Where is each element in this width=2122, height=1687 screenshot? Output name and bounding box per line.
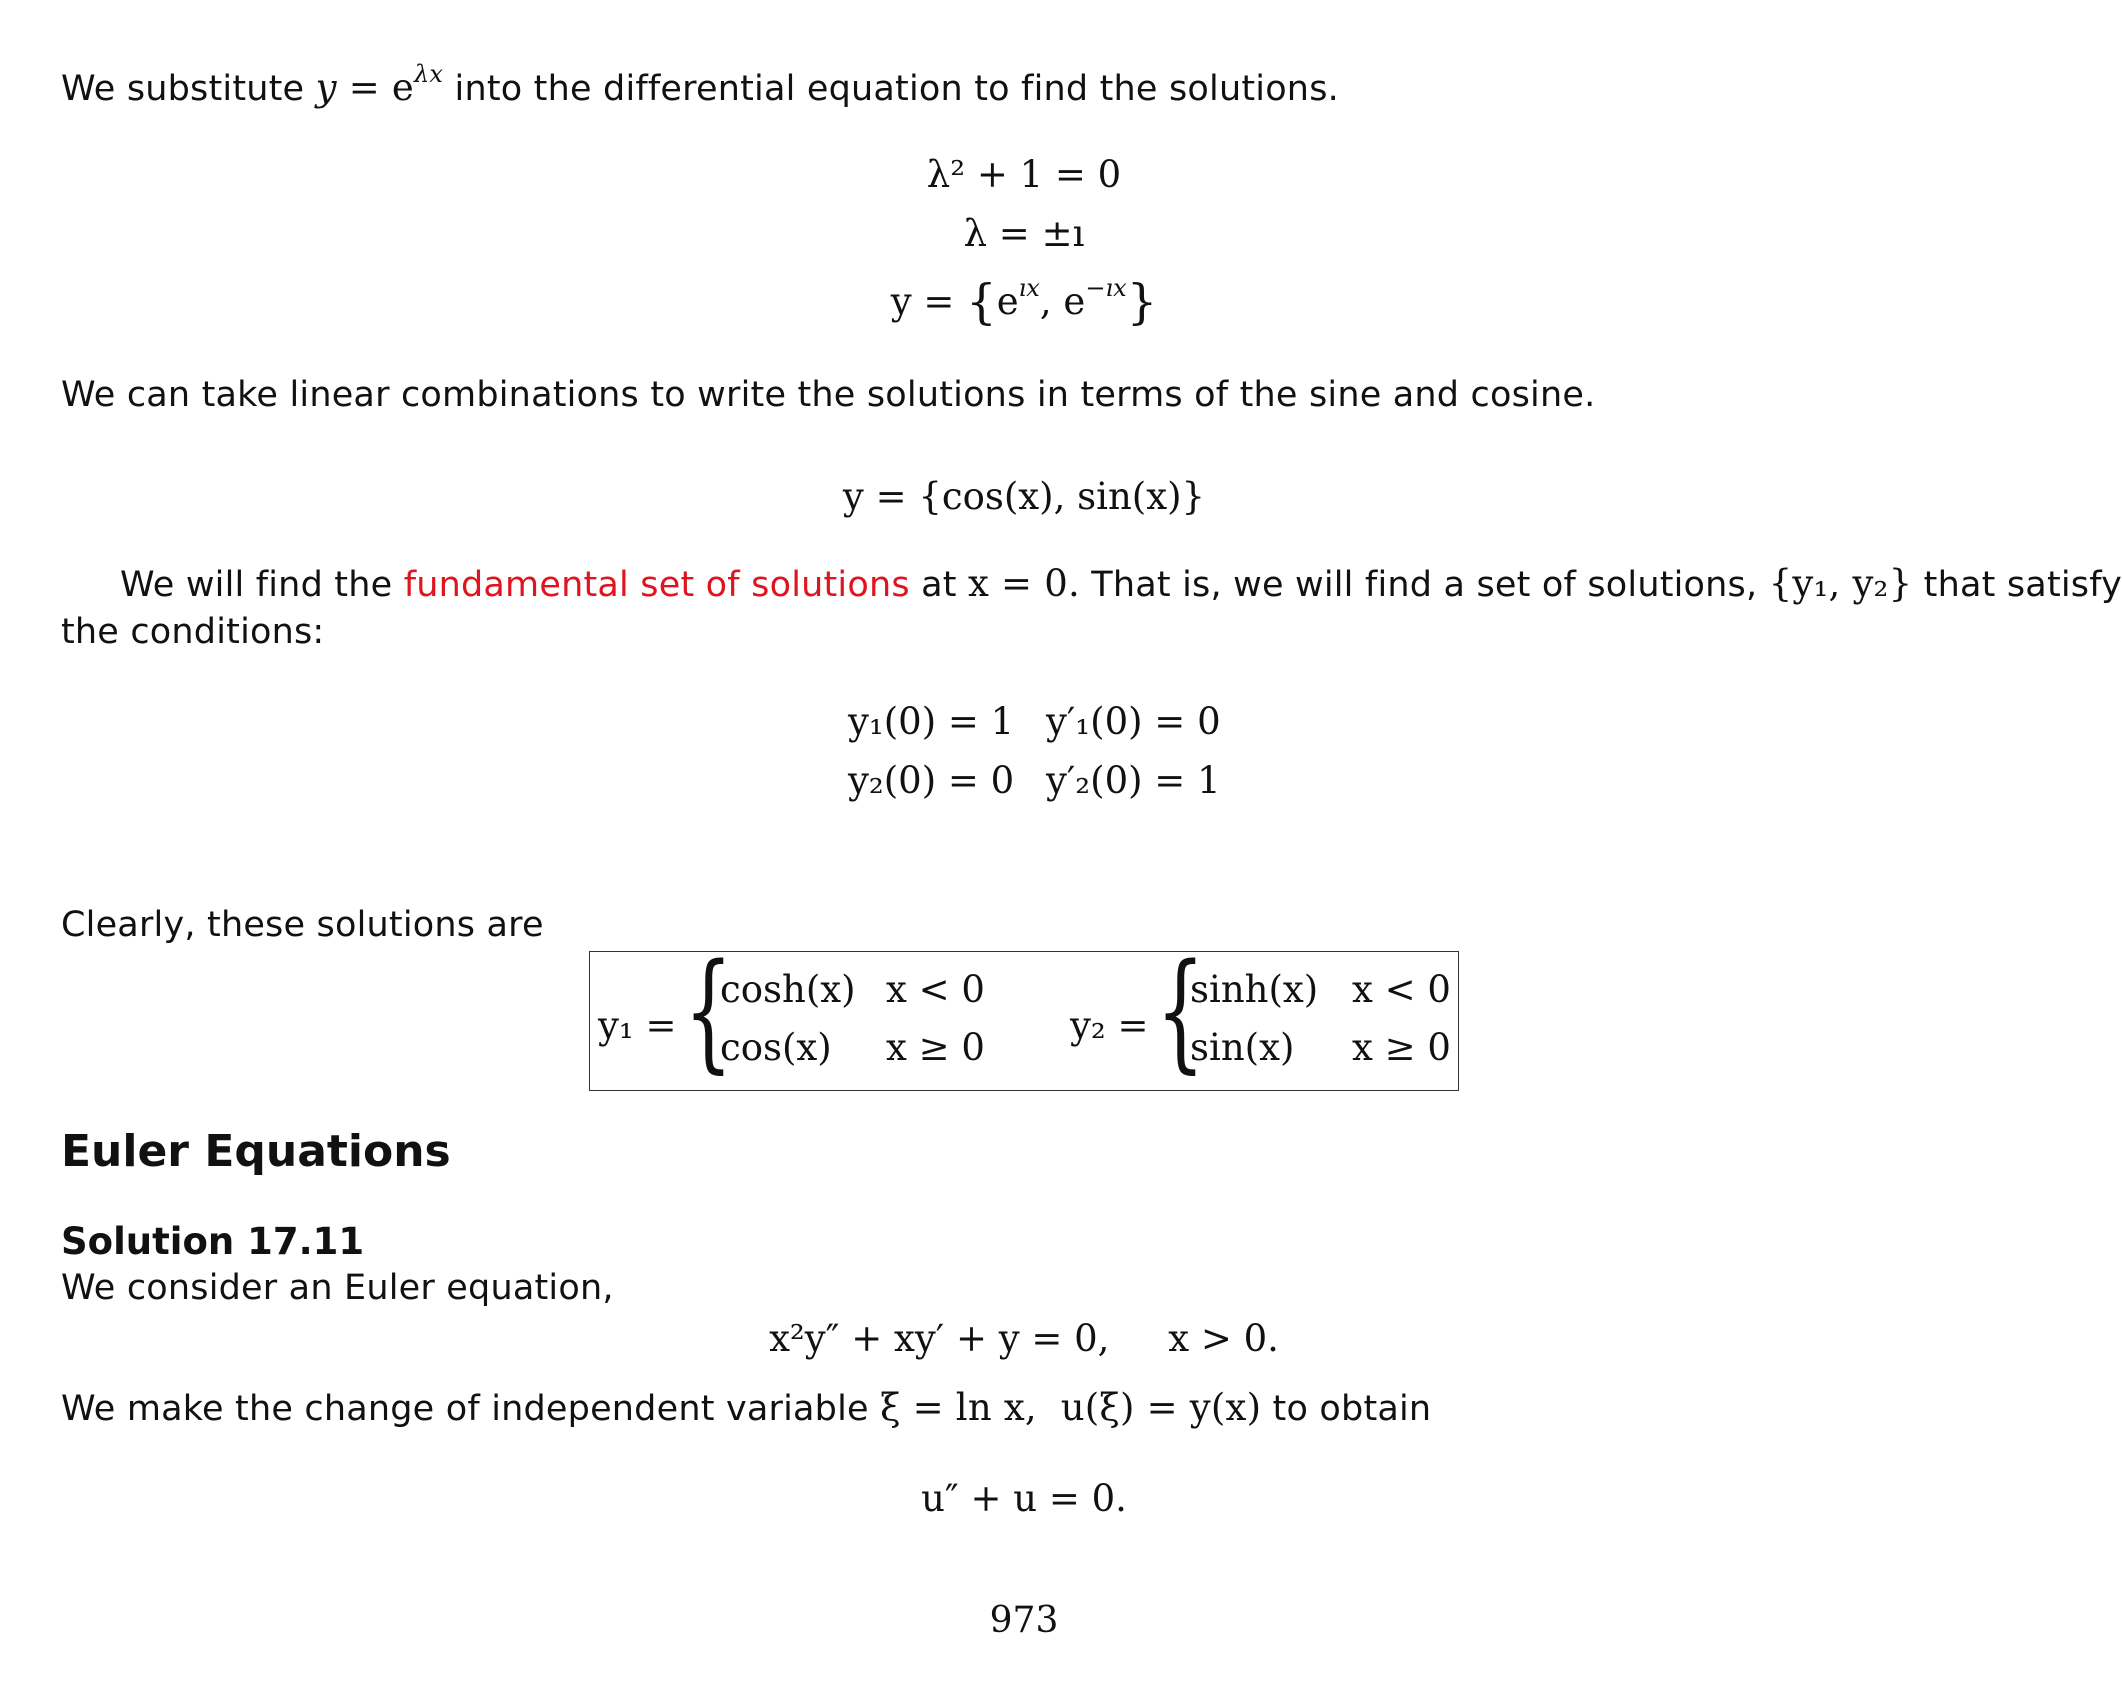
y1-label: y₁ = [598,1004,677,1047]
paragraph-conditions-line: the conditions: [61,612,325,652]
y1-cond-neg: x < 0 [886,968,985,1011]
boxed-solutions [589,937,1459,1091]
paragraph-fundamental-set: We will find the fundamental set of solutions at x = 0. That is, we will find a set of solutions, {y₁, y₂} that satisfy [120,562,2122,605]
fundamental-set-link[interactable]: fundamental set of solutions [403,565,910,605]
solution-title: Solution 17.11 [61,1220,365,1263]
paragraph-clearly: Clearly, these solutions are [61,905,544,945]
equation-trig-solutions: y = {cos(x), sin(x)} [842,475,1206,518]
page-number: 973 [989,1600,1059,1641]
paragraph-euler-intro: We consider an Euler equation, [61,1268,614,1308]
y2-brace: { [1156,937,1205,1086]
section-title: Euler Equations [61,1126,451,1177]
y1-brace: { [684,937,733,1086]
equation-exp-solutions: $y = \{e^{ıx}$, $e^{-ıx}$} [890,273,1158,330]
y1-case-cosh: cosh(x) [720,968,856,1011]
paragraph-change-variable: We make the change of independent variable ξ = ln x, u(ξ) = y(x) to obtain [61,1386,1432,1429]
equation-characteristic: λ² + 1 = 0 [926,153,1122,196]
y1-case-cos: cos(x) [720,1026,832,1069]
paragraph-linear-combinations: We can take linear combinations to write the solutions in terms of the sine and cosine. [61,375,1596,415]
condition-y1-derivative: y′₁(0) = 0 [1046,700,1221,743]
condition-y2-value: y₂(0) = 0 [848,759,1015,802]
condition-y2-derivative: y′₂(0) = 1 [1046,759,1221,802]
y1-cond-nonneg: x ≥ 0 [886,1026,985,1069]
y2-case-sin: sin(x) [1190,1026,1295,1069]
paragraph-substitute: We substitute $y = e^{\lambda x}$ into the differential equation to find the solutions. [61,59,1339,109]
y2-case-sinh: sinh(x) [1190,968,1319,1011]
equation-lambda: λ = ±ı [963,212,1085,255]
equation-euler: x²y″ + xy′ + y = 0, x > 0. [769,1317,1279,1360]
y2-label: y₂ = [1070,1004,1149,1047]
condition-y1-value: y₁(0) = 1 [848,700,1015,743]
y2-cond-nonneg: x ≥ 0 [1352,1026,1451,1069]
y2-cond-neg: x < 0 [1352,968,1451,1011]
equation-final: u″ + u = 0. [921,1477,1127,1520]
